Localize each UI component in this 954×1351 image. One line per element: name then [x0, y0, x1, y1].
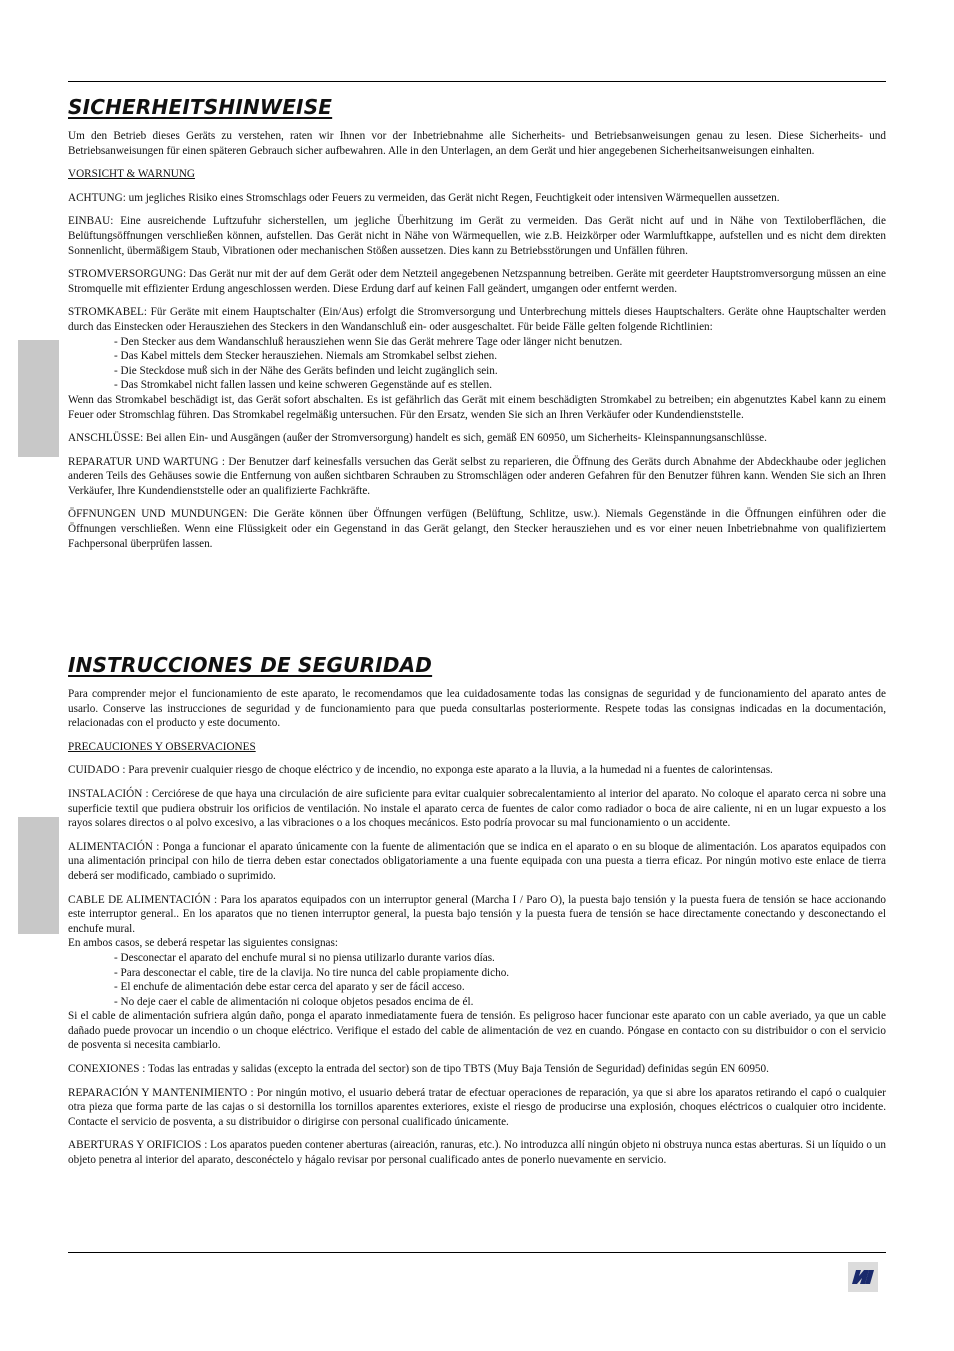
language-tab-de — [18, 340, 59, 457]
list-item: - Die Steckdose muß sich in der Nähe des Geräts befinden und leicht zugänglich sein. — [114, 364, 498, 377]
list-item: - Para desconectar el cable, tire de la clavija. No tire nunca del cable propiamente dicho. — [114, 966, 510, 979]
list-item: - Das Stromkabel nicht fallen lassen und keine schweren Gegenstände auf es stellen. — [114, 379, 493, 392]
paragraph-cable-after: Si el cable de alimentación sufriera algún daño, ponga el aparato inmediatamente fuera de tensión. Es peligroso hacer funcionar este aparato con un cable averiado, ya que un cable dañado puede provocar un incendio o un choque eléctrico. Verifique el estado del cable de alimentación de vez en cuando. Póngase en contacto con su distribuidor o con el servicio de posventa si necesita cambiarlo. — [68, 1010, 886, 1052]
subheading-de: VORSICHT & WARNUNG — [68, 168, 196, 181]
intro-es: Para comprender mejor el funcionamiento de este aparato, le recomendamos que lea cuidadosamente todas las consignas de seguridad y de funcionamiento del aparato antes de usarlo. Conserve las instrucciones de seguridad y de funcionamiento para que pueda consultarlas posteriormente. Respete todas las consignas indicadas en la documentación, relacionadas con el producto y este documento. — [68, 688, 886, 730]
list-de — [68, 335, 886, 393]
paragraph-reparatur: REPARATUR UND WARTUNG : Der Benutzer darf keinesfalls versuchen das Gerät selbst zu reparieren, die Öffnung des Geräts durch Abnahme der Abdeckhaube oder jeglichen anderen Teils des Gehäuses sowie die Entfernung von außen sichtbaren Schrauben zu Stromschlägen oder anderen Gefahren für den Benutzer führen kann. Wenden Sie sich an Ihren Verkäufer, Ihre Kundendienststelle oder an qualifizierte Fachkräfte. — [68, 455, 886, 497]
paragraph-instalacion: INSTALACIÓN : Cerciórese de que haya una circulación de aire suficiente para evitar cualquier sobrecalentamiento al interior del aparato. No coloque el aparato cerca ni sobre una superficie textil que pudiera obstruir los orificios de ventilación. No instale el aparato cerca de fuentes de calor como radiador o boca de aire caliente, ni en un lugar expuesto a los rayos solares directos o al polvo excesivo, a las vibraciones o a los choques mecánicos. Esto podría provocar su mal funcionamiento o un accidente. — [68, 787, 886, 830]
intro-de: Um den Betrieb dieses Geräts zu verstehen, raten wir Ihnen vor der Inbetriebnahme alle Sicherheits- und Betriebsanweisungen genau zu lesen. Diese Sicherheits- und Betriebsanweisungen für einen späteren Gebrauch sicher aufbewahren. Alle in den Unterlagen, an dem Gerät und hier angegebenen Sicherheitsanweisungen einhalten. — [68, 130, 886, 157]
bottom-rule — [68, 1252, 886, 1253]
section-title-es: INSTRUCCIONES DE SEGURIDAD — [68, 653, 433, 677]
paragraph-stromkabel: STROMKABEL: Für Geräte mit einem Hauptschalter (Ein/Aus) erfolgt die Stromversorgung und Unterbrechung mittels dieses Hauptschalters. Geräte ohne Hauptschalter werden durch das Einstecken oder Herausziehen des Steckers in den Wandanschluß ein- oder ausgeschaltet. Für beide Fälle gelten folgende Richtlinien: — [68, 306, 886, 333]
section-es — [68, 650, 886, 1177]
paragraph-cuidado: CUIDADO : Para prevenir cualquier riesgo de choque eléctrico y de incendio, no exponga este aparato a la lluvia, a la humedad ni a fuentes de calorintensas. — [68, 764, 773, 777]
paragraph-anschluesse: ANSCHLÜSSE: Bei allen Ein- und Ausgängen (außer der Stromversorgung) handelt es sich, gemäß EN 60950, um Sicherheits- Kleinspannungsanschlüsse. — [68, 432, 767, 445]
paragraph-oeffnungen: ÖFFNUNGEN UND MUNDUNGEN: Die Geräte können über Öffnungen verfügen (Belüftung, Schlitze, usw.). Niemals Gegenstände in die Öffnungen einführen oder die Öffnungen verschließen. Wenn eine Flüssigkeit oder ein Gegenstand in das Gerät gelangt, den Stecker herausziehen und es vor einer neuen Inbetriebnahme von qualifiziertem Fachpersonal überprüfen lassen. — [68, 508, 886, 550]
section-title-de: SICHERHEITSHINWEISE — [68, 95, 333, 119]
list-item: - Das Kabel mittels dem Stecker herausziehen. Niemals am Stromkabel selbst ziehen. — [114, 350, 498, 363]
section-de — [68, 92, 886, 551]
paragraph-einbau: EINBAU: Eine ausreichende Luftzufuhr sicherstellen, um jegliche Überhitzung im Gerät zu vermeiden. Das Gerät nicht auf und in Nähe von Textiloberflächen, die Belüftungsöffnungen verschließen können, aufstellen. Das Gerät nicht in Nähe von Wärmequellen, wie z.B. Heizkörper oder Warmluftkappe, aufstellen und es nicht dem direkten Sonnenlicht, übermäßigem Staub, Vibrationen oder mechanischen Stößen aussetzen. Dies kann zu Betriebsstörungen und Unfällen führen. — [68, 215, 886, 257]
paragraph-achtung: ACHTUNG: um jegliches Risiko eines Stromschlags oder Feuers zu vermeiden, das Gerät nicht Regen, Feuchtigkeit oder intensiven Wärmequellen aussetzen. — [68, 191, 780, 204]
list-item: - Den Stecker aus dem Wandanschluß herausziehen wenn Sie das Gerät mehrere Tage oder länger nicht benutzen. — [114, 335, 623, 348]
paragraph-alimentacion: ALIMENTACIÓN : Ponga a funcionar el aparato únicamente con la fuente de alimentación que se indica en el aparato o en su bloque de alimentación. Los aparatos equipados con una alimentación principal con hilo de tierra deben estar conectados obligatoriamente a una fuente equipada con una puesta a tierra eficaz. Por ningún motivo este enlace de tierra deberá ser modificado, cambiado o suprimido. — [68, 840, 886, 882]
paragraph-conexiones: CONEXIONES : Todas las entradas y salidas (excepto la entrada del sector) son de tipo TBTS (Muy Baja Tensión de Seguridad) definidas según EN 60950. — [68, 1063, 769, 1076]
page-content — [68, 92, 886, 1167]
paragraph-stromversorgung: STROMVERSORGUNG: Das Gerät nur mit der auf dem Gerät oder dem Netzteil angegebenen Netzspannung betreiben. Geräte mit geerdeter Hauptstromversorgung müssen an eine Stromquelle mit effizienter Erdung angeschlossen werden. Diese Erdung darf auf keinen Fall geändert, umgangen oder entfernt werden. — [68, 268, 886, 295]
list-item: - Desconectar el aparato del enchufe mural si no piensa utilizarlo durante varios días. — [114, 951, 495, 964]
paragraph-cable-lead: En ambos casos, se deberá respetar las siguientes consignas: — [68, 937, 338, 950]
logo-mark — [848, 1262, 878, 1292]
subheading-es: PRECAUCIONES Y OBSERVACIONES — [68, 740, 256, 753]
paragraph-aberturas: ABERTURAS Y ORIFICIOS : Los aparatos pueden contener aberturas (aireación, ranuras, etc.). No introduzca allí ningún objeto ni obstruya nunca estas aberturas. Si un líquido o un objeto penetra al interior del aparato, desconéctelo y hágalo revisar por personal cualificado antes de ponerlo nuevamente en servicio. — [68, 1139, 886, 1167]
brand-logo-icon — [848, 1262, 878, 1292]
list-item: - El enchufe de alimentación debe estar cerca del aparato y ser de fácil acceso. — [114, 981, 465, 994]
paragraph-stromkabel-after: Wenn das Stromkabel beschädigt ist, das Gerät sofort abschalten. Es ist gefährlich das Gerät mit einem beschädigten Stromkabel zu betreiben; ein abgenutztes Kabel kann zu einem Feuer oder Stromschlag führen. Das Stromkabel regelmäßig untersuchen. Für den Ersatz, wenden Sie sich an Ihren Verkäufer oder Kundendienststelle. — [68, 393, 886, 421]
top-rule — [68, 81, 886, 82]
paragraph-cable: CABLE DE ALIMENTACIÓN : Para los aparatos equipados con un interruptor general (Marcha I / Paro O), la puesta bajo tensión y la puesta fuera de tensión se hace accionando este interruptor general.. En los aparatos que no tienen interruptor general, la puesta bajo tensión y la puesta fuera de tensión se hace directamente conectando y desconectando el enchufe mural. — [68, 893, 886, 935]
list-es — [68, 951, 886, 1009]
language-tab-es — [18, 817, 59, 934]
list-item: - No deje caer el cable de alimentación ni coloque objetos pesados encima de él. — [114, 995, 474, 1008]
paragraph-reparacion: REPARACIÓN Y MANTENIMIENTO : Por ningún motivo, el usuario deberá tratar de efectuar operaciones de reparación, ya que si abre los aparatos retirando el capó o cualquier otra pieza que forma parte de las cajas o si destornilla los tornillos aparentes exteriores, existe el riesgo de producirse una explosión, choques eléctricos o cualquier otro incidente. Contacte el servicio de posventa, a su distribuidor o dirigirse con personal cualificado únicamente. — [68, 1086, 886, 1128]
